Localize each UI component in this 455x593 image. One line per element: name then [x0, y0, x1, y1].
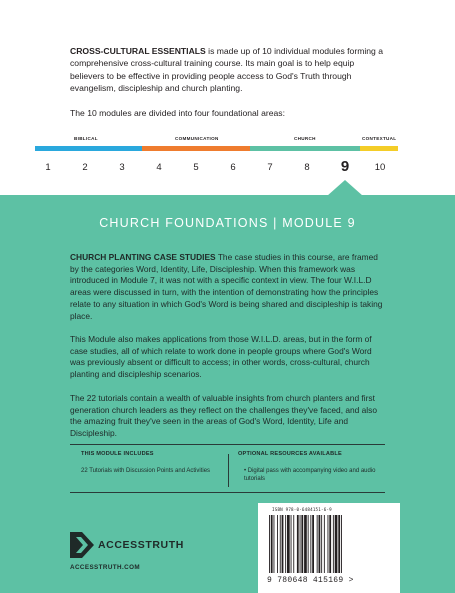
publisher-url: ACCESSTRUTH.COM: [70, 564, 141, 571]
area-label-biblical: BIBLICAL: [74, 136, 98, 141]
area-bar-church: [250, 146, 360, 151]
module-number-1: 1: [45, 162, 51, 173]
barcode-image: [267, 515, 389, 573]
publisher-name: ACCESSTRUTH: [98, 539, 184, 551]
divided-text: The 10 modules are divided into four foundational areas:: [70, 108, 285, 118]
active-module-tab: [327, 180, 363, 196]
isbn-text: ISBN 978-0-6484151-6-9: [272, 507, 332, 512]
includes-text: 22 Tutorials with Discussion Points and Activities: [81, 468, 211, 474]
module-number-3: 3: [119, 162, 125, 173]
includes-title: THIS MODULE INCLUDES: [81, 451, 154, 457]
case-studies-paragraph: [70, 252, 386, 322]
module-number-10: 10: [374, 162, 386, 173]
area-label-contextual: CONTEXTUAL: [362, 136, 397, 141]
box-top-rule: [70, 444, 385, 445]
barcode-number: 9 780648 415169 >: [267, 576, 354, 585]
module-number-8: 8: [304, 162, 310, 173]
optional-title: OPTIONAL RESOURCES AVAILABLE: [238, 451, 342, 457]
area-label-church: CHURCH: [294, 136, 316, 141]
area-label-communication: COMMUNICATION: [175, 136, 219, 141]
tutorials-paragraph: The 22 tutorials contain a wealth of valuable insights from church planters and first generation church leaders as they reflect on the challenges they've faced, and also the amazing fruit they've seen in the areas of God's Word, Identity, Life and Discipleship.: [70, 393, 378, 439]
module-number-7: 7: [267, 162, 273, 173]
case-studies-text: The case studies in this course, are framed by the categories Word, Identity, Life, Discipleship. When this framework was introduced in Module 7, it was not with a specific context in view. The four W.I.L.D areas were discussed in turn, with the intention of demonstrating how the principles relate to any situation in which God's Word is being shared and discipleship is taking place.: [70, 252, 383, 321]
accesstruth-logo-icon: [70, 532, 94, 558]
module-number-2: 2: [82, 162, 88, 173]
optional-text: • Digital pass with accompanying video and audio tutorials: [244, 468, 376, 482]
box-bottom-rule: [70, 492, 385, 493]
case-studies-bold-lead: CHURCH PLANTING CASE STUDIES: [70, 252, 216, 262]
area-bar-contextual: [360, 146, 398, 151]
box-divider: [228, 454, 229, 487]
intro-bold-lead: CROSS-CULTURAL ESSENTIALS: [70, 46, 206, 56]
module-number-5: 5: [193, 162, 199, 173]
intro-text: is made up of 10 individual modules forming a comprehensive cross-cultural training course. Its main goal is to help equip believers to be effective in providing people access to God's Truth through evangelism, discipleship and church planting.: [70, 46, 383, 94]
area-bar-communication: [142, 146, 250, 151]
module-number-9-active: 9: [340, 158, 350, 175]
area-bar-biblical: [35, 146, 142, 151]
applications-paragraph: This Module also makes applications from those W.I.L.D. areas, but in the form of case studies, all of which relate to work done in people groups where God's Word was previously absent or difficult to access; in other words, cross-cultural, church planting and discipleship scenarios.: [70, 334, 372, 380]
intro-paragraph: [70, 45, 390, 95]
module-number-4: 4: [156, 162, 162, 173]
module-title: CHURCH FOUNDATIONS | MODULE 9: [99, 216, 356, 230]
module-number-6: 6: [230, 162, 236, 173]
